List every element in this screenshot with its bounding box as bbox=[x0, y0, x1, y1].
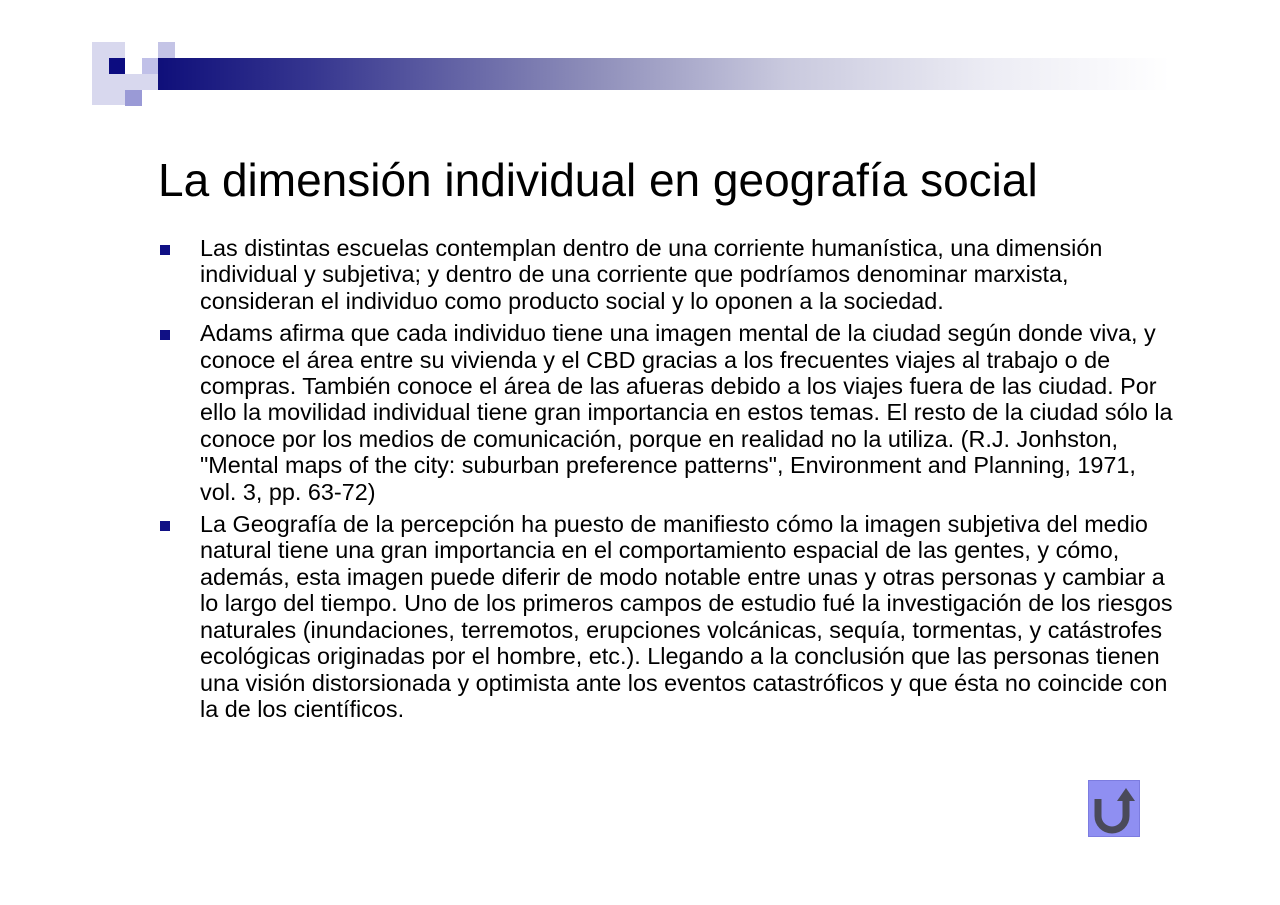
deco-square-mid bbox=[125, 90, 142, 106]
list-item bbox=[158, 320, 1178, 505]
square-bullet-icon bbox=[160, 521, 170, 531]
square-bullet-icon bbox=[160, 330, 170, 340]
bullet-text: Las distintas escuelas contemplan dentro de una corriente humanística, una dimensión individual y subjetiva; y dentro de una corriente que podríamos denominar marxista, consideran el individuo como producto social y lo oponen a la sociedad. bbox=[200, 235, 1103, 314]
square-bullet-icon bbox=[160, 245, 170, 255]
list-item bbox=[158, 511, 1178, 722]
back-button[interactable] bbox=[1088, 780, 1140, 837]
list-item bbox=[158, 235, 1178, 314]
deco-square-dark bbox=[109, 58, 125, 74]
slide-title: La dimensión individual en geografía social bbox=[158, 154, 1038, 206]
deco-square-mid bbox=[142, 58, 158, 74]
bullet-text: La Geografía de la percepción ha puesto de manifiesto cómo la imagen subjetiva del medio natural tiene una gran importancia en el comportamiento espacial de las gentes, y cómo, además, esta imagen puede diferir de modo notable entre unas y otras personas y cambiar a lo largo del tiempo. Uno de los primeros campos de estudio fué la investigación de los riesgos naturales (inundaciones, terremotos, erupciones volcánicas, sequía, tormentas, y catástrofes ecológicas originadas por el hombre, etc.). Llegando a la conclusión que las personas tienen una visión distorsionada y optimista ante los eventos catastróficos y que ésta no coincide con la de los científicos. bbox=[200, 511, 1173, 722]
bullet-list bbox=[158, 235, 1178, 728]
u-turn-arrow-icon bbox=[1089, 781, 1139, 836]
header-gradient-bar bbox=[158, 58, 1170, 90]
deco-square-light bbox=[158, 42, 175, 58]
deco-square-light bbox=[125, 74, 158, 90]
bullet-text: Adams afirma que cada individuo tiene una imagen mental de la ciudad según donde viva, y conoce el área entre su vivienda y el CBD gracias a los frecuentes viajes al trabajo o de compras. También conoce el área de las afueras debido a los viajes fuera de las ciudad. Por ello la movilidad individual tiene gran importancia en estos temas. El resto de la ciudad sólo la conoce por los medios de comunicación, porque en realidad no la utiliza. (R.J. Jonhston, "Mental maps of the city: suburban preference patterns", Environment and Planning, 1971, vol. 3, pp. 63-72) bbox=[200, 320, 1173, 505]
